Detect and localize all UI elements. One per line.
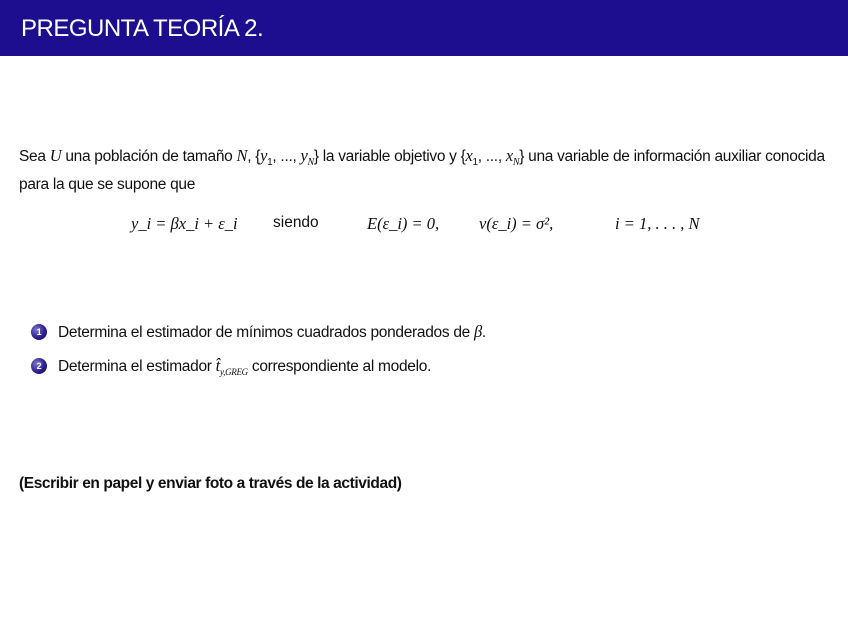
model-formula: y_i = βx_i + ε_i: [131, 214, 238, 233]
item-text: Determina el estimador de mínimos cuadrados ponderados de β.: [58, 322, 486, 341]
expectation-formula: E(ε_i) = 0,: [367, 214, 440, 233]
index-range: i = 1, . . . , N: [615, 214, 700, 233]
bullet-number-icon: 2: [31, 358, 47, 374]
variance-formula: v(ε_i) = σ²,: [479, 214, 554, 233]
bullet-number-icon: 1: [31, 324, 47, 340]
model-equation: [131, 214, 751, 240]
intro-paragraph: Sea U una población de tamaño N, {$y_1$, ..., $y_N$} la variable objetivo y {$x_1$, ..., $x_N$} una variable de información auxiliar conocida para la que se supone que: [19, 146, 825, 193]
question-list: [31, 315, 811, 383]
slide-header: [0, 0, 848, 56]
instruction-note: (Escribir en papel y enviar foto a través de la actividad): [19, 475, 402, 492]
equation-word: siendo: [273, 214, 319, 231]
list-item: [31, 349, 811, 383]
list-item: [31, 315, 811, 349]
slide-title: PREGUNTA TEORÍA 2.: [21, 15, 264, 42]
item-text: Determina el estimador $t̂_{y,GREG}$ correspondiente al modelo.: [58, 356, 432, 377]
